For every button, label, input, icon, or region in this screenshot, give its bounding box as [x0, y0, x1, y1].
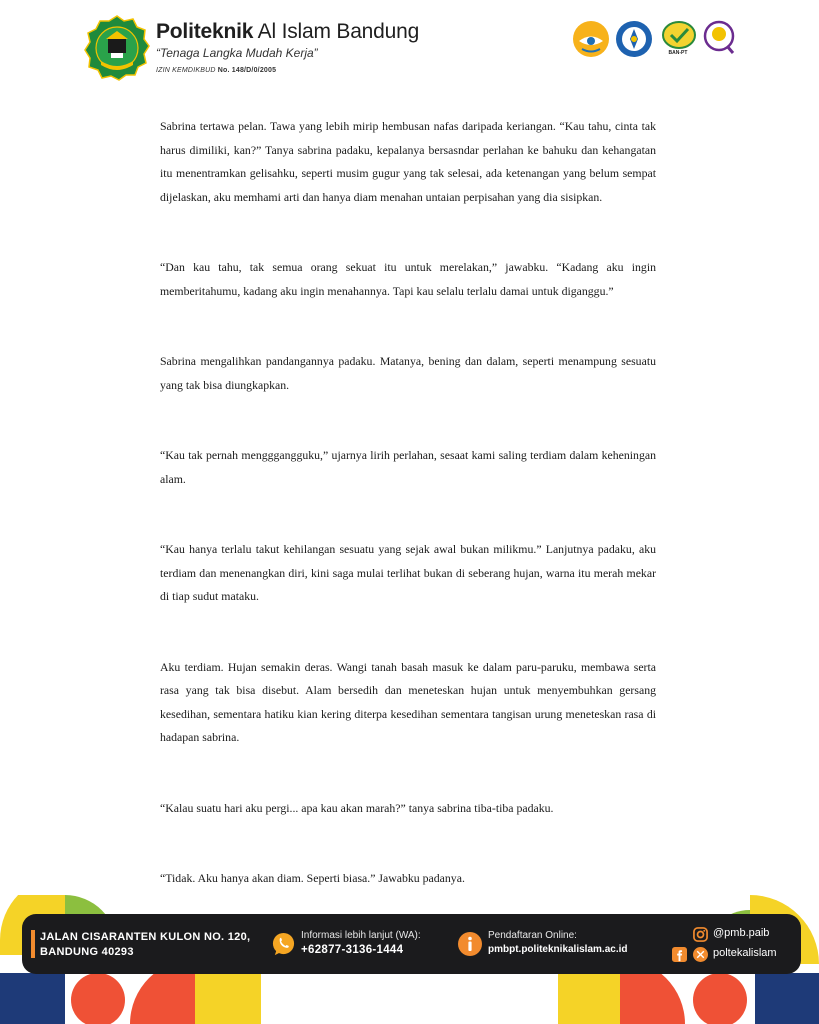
permit-prefix: IZIN KEMDIKBUD	[156, 67, 218, 74]
institution-tagline: “Tenaga Langka Mudah Kerja”	[156, 46, 318, 60]
address-accent	[31, 930, 35, 958]
whatsapp-number[interactable]: +62877-3136-1444	[301, 944, 404, 956]
page-header	[0, 0, 819, 100]
address-line-2: BANDUNG 40293	[40, 946, 134, 958]
paragraph: “Kalau suatu hari aku pergi... apa kau akan marah?” tanya sabrina tiba-tiba padaku.	[160, 800, 554, 815]
footer-address	[40, 930, 250, 960]
registration-label: Pendaftaran Online:	[488, 930, 577, 941]
paragraph: Sabrina tertawa pelan. Tawa yang lebih mirip hembusan nafas daripada keriangan. “Kau tahu, cinta tak harus dimiliki, kan?” Tanya sabrina padaku, kepalanya bersasndar perlahan ke bahuku dan kehangatan itu menentramkan gelisahku, seperti musim gugur yang tak selesai, ada ketenangan yang belum sempat dijelaskan, aku memhami arti dan hanya diam menahan untaian perpisahan yang dia sisipkan.	[160, 119, 656, 204]
paragraph: Aku terdiam. Hujan semakin deras. Wangi tanah basah masuk ke dalam paru-paruku, membawa serta rasa yang tak bisa disebut. Alam bersedih dan meneteskan hujan untuk menyembuhkan gersang kesedihan, sementara hatiku kian kering diterpa kesedihan sementara tangisan urung meneteskan rasa di hadapan sabrina.	[160, 659, 656, 744]
institution-name-bold: Politeknik	[156, 20, 254, 43]
paragraph: “Kau tak pernah mengggangguku,” ujarnya lirih perlahan, sesaat kami saling terdiam dalam keheningan alam.	[160, 448, 656, 486]
paragraph: “Kau hanya terlalu takut kehilangan sesuatu yang sejak awal bukan milikmu.” Lanjutnya padaku, aku terdiam dan menenangkan diri, kini saga mulai terlihat bukan di seberang hujan, warna itu merah mekar di tiap sudut mataku.	[160, 542, 656, 603]
partner-logo-orange	[572, 20, 610, 58]
facebook-icon[interactable]	[672, 947, 687, 962]
logo-emblem	[84, 15, 150, 81]
lam-logo	[703, 20, 735, 54]
ban-pt-logo	[662, 20, 696, 50]
instagram-handle[interactable]: @pmb.paib	[713, 927, 770, 939]
address-line-1: JALAN CISARANTEN KULON NO. 120,	[40, 931, 251, 943]
institution-name-rest: Al Islam Bandung	[253, 20, 420, 43]
x-icon[interactable]	[693, 947, 708, 962]
ban-pt-label: BAN-PT	[668, 50, 688, 56]
institution-name	[156, 20, 419, 44]
paragraph: Sabrina mengalihkan pandangannya padaku. Matanya, bening dan dalam, seperti menampung sesuatu yang tak bisa diungkapkan.	[160, 354, 656, 392]
paragraph: “Dan kau tahu, tak semua orang sekuat itu untuk merelakan,” jawabku. “Kadang aku ingin memberitahumu, kadang aku ingin menahannya. Tapi kau selalu terlalu damai untuk diganggu.”	[160, 260, 656, 298]
social-handle[interactable]: poltekalislam	[713, 947, 777, 959]
permit-no: No. 148/D/0/2005	[217, 67, 277, 74]
paragraph: “Tidak. Aku hanya akan diam. Seperti biasa.” Jawabku padanya.	[160, 871, 465, 885]
whatsapp-label: Informasi lebih lanjut (WA):	[301, 930, 421, 941]
tut-wuri-handayani-logo	[615, 20, 653, 58]
info-icon	[458, 932, 482, 956]
registration-link[interactable]: pmbpt.politeknikalislam.ac.id	[488, 944, 628, 955]
whatsapp-icon	[271, 932, 296, 957]
story-text	[160, 115, 656, 938]
instagram-icon[interactable]	[693, 927, 708, 942]
permit-number	[156, 67, 276, 74]
